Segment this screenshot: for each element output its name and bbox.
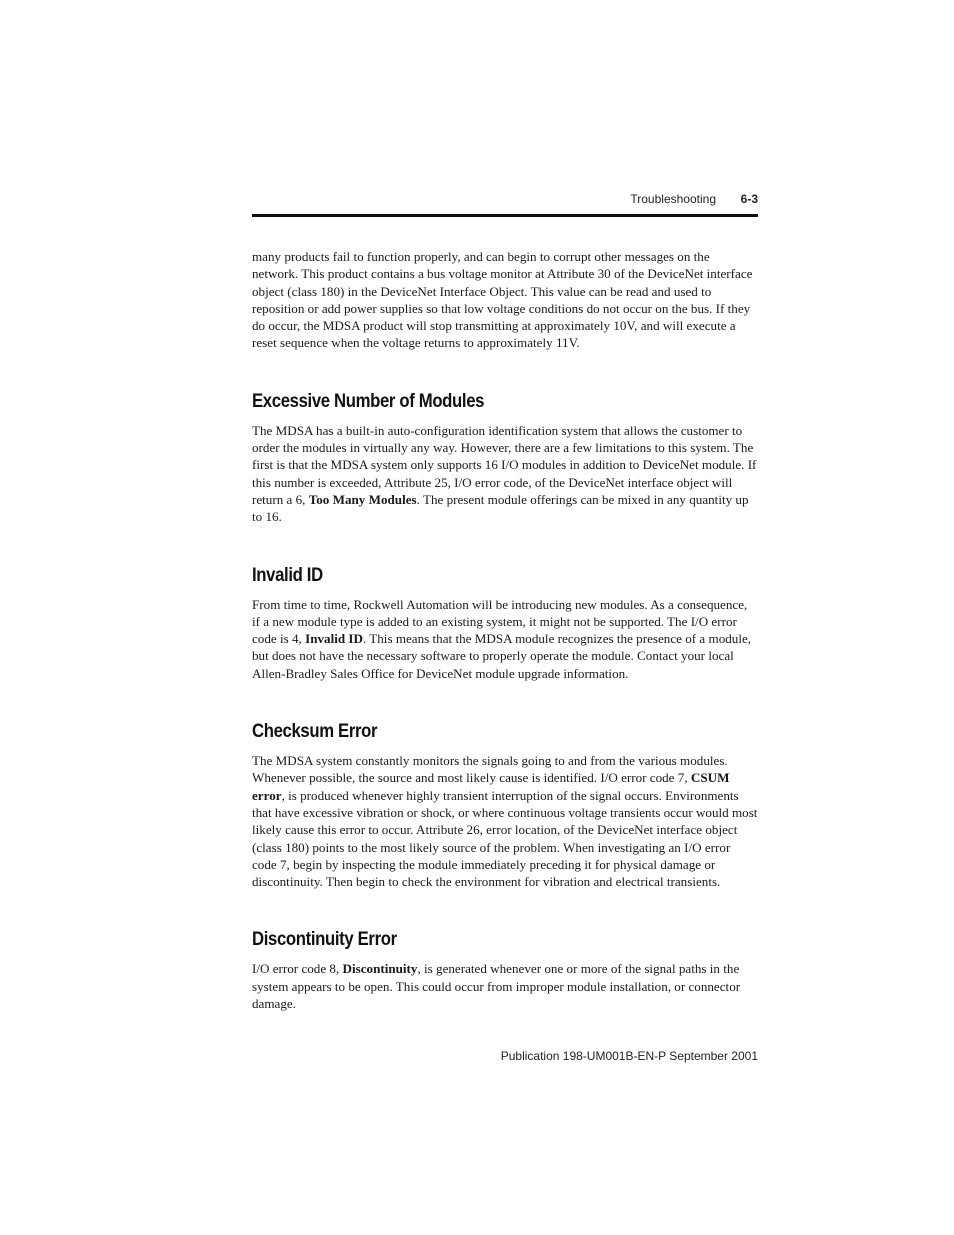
heading-invalid-id: Invalid ID [252, 564, 323, 586]
invalid-id-term: Invalid ID [305, 631, 363, 647]
discontinuity-term: Discontinuity [342, 961, 418, 977]
header-section-title: Troubleshooting [630, 192, 716, 206]
heading-checksum-error: Checksum Error [252, 721, 378, 743]
excessive-modules-paragraph: The MDSA has a built-in auto-configuration identification system that allows the customer to order the modules in virtually any way. However, there are a few limitations to this system. The first is that the MDSA system only supports 16 I/O modules in addition to DeviceNet module. If this number is exceeded, Attribute 25, I/O error code, of the DeviceNet interface object will return a 6, Too Many Modules. The present module offerings can be mixed in any quantity up to 16. [252, 422, 757, 525]
heading-discontinuity-error: Discontinuity Error [252, 929, 397, 951]
publication-footer: Publication 198-UM001B-EN-P September 2001 [500, 1049, 758, 1063]
checksum-error-paragraph: The MDSA system constantly monitors the signals going to and from the various modules. Whenever possible, the source and most likely cause is identified. I/O error code 7, CSUM error, is produced whenever highly transient interruption of the signal occurs. Environments that have excessive vibration or shock, or where continuous voltage transients occur would most likely cause this error to occur. Attribute 26, error location, of the DeviceNet interface object (class 180) points to the most likely source of the problem. When investigating an I/O error code 7, begin by inspecting the module immediately preceding it for physical damage or discontinuity. Then begin to check the environment for vibration and electrical transients. [252, 753, 758, 890]
page-content [252, 248, 758, 1012]
discontinuity-error-paragraph: I/O error code 8, Discontinuity, is generated whenever one or more of the signal paths in the system appears to be open. This could occur from improper module installation, or connector damage. [252, 961, 741, 1012]
running-header [252, 192, 758, 210]
csum-error-term: CSUM error [252, 770, 730, 803]
intro-paragraph: many products fail to function properly, and can begin to corrupt other messages on the network. This product contains a bus voltage monitor at Attribute 30 of the DeviceNet interface object (class 180) in the DeviceNet Interface Object. This value can be read and used to reposition or add power supplies so that low voltage conditions do not occur on the bus. If they do occur, the MDSA product will stop transmitting at approximately 10V, and will execute a reset sequence when the voltage returns to approximately 11V. [252, 249, 753, 351]
header-rule [252, 214, 758, 217]
too-many-modules-term: Too Many Modules [308, 491, 417, 507]
heading-excessive-modules: Excessive Number of Modules [252, 390, 485, 412]
header-page-number: 6-3 [740, 192, 758, 206]
invalid-id-paragraph: From time to time, Rockwell Automation will be introducing new modules. As a consequence, if a new module type is added to an existing system, it might not be supported. The I/O error code is 4, Invalid ID. This means that the MDSA module recognizes the presence of a module, but does not have the necessary software to properly operate the module. Contact your local Allen-Bradley Sales Office for DeviceNet module upgrade information. [252, 596, 752, 681]
